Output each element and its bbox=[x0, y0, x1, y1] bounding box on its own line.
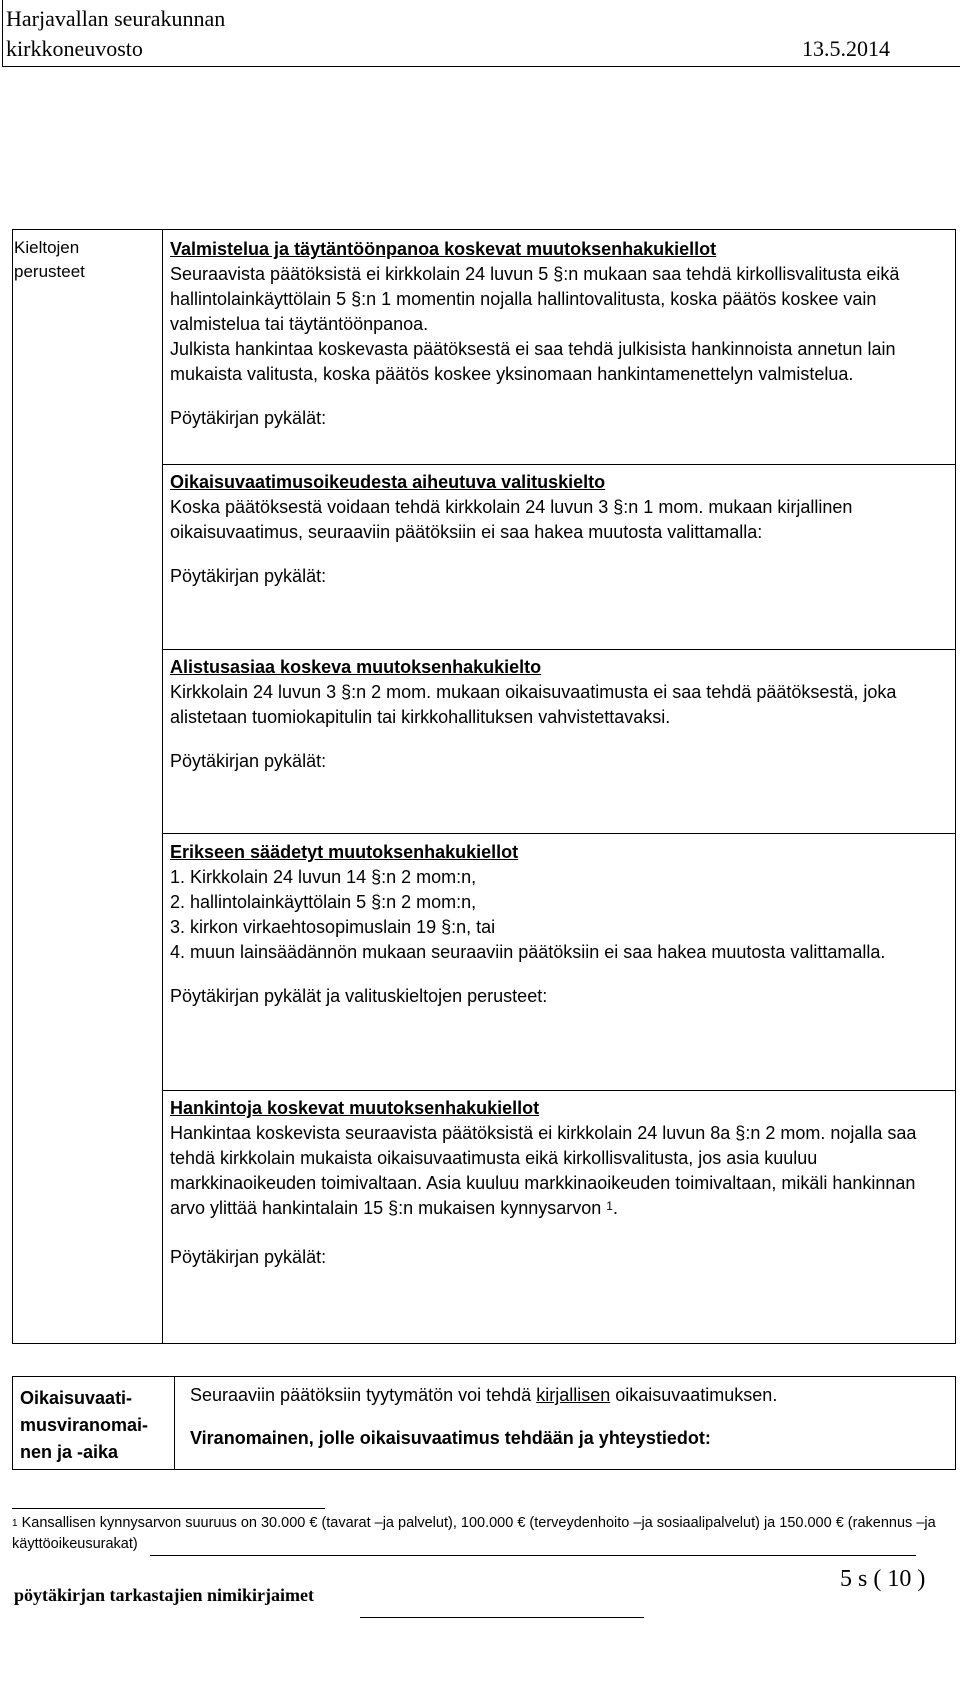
org-body bbox=[6, 36, 890, 62]
list-item: 1. Kirkkolain 24 luvun 14 §:n 2 mom:n, bbox=[170, 867, 477, 887]
appeal-authority-label: Oikaisuvaati- musviranomai- nen ja -aika bbox=[20, 1388, 149, 1462]
meeting-date: 13.5.2014 bbox=[802, 36, 890, 61]
row-divider bbox=[162, 649, 956, 650]
block-submission-pykalat: Pöytäkirjan pykälät: bbox=[170, 751, 327, 771]
appeal-instruction: Seuraaviin päätöksiin tyytymätön voi tehdä kirjallisen oikaisuvaatimuksen. bbox=[190, 1385, 778, 1405]
footnote-ref: 1 bbox=[606, 1199, 613, 1213]
block-preparation-text: Seuraavista päätöksistä ei kirkkolain 24 luvun 5 §:n mukaan saa tehdä kirkollisvalitusta eikä hallintolainkäyttölain 5 §:n 1 momentin nojalla hallintovalitusta, koska päätös koskee vain valmistelua tai täytäntöönpanoa. bbox=[170, 264, 900, 334]
written-emphasis: kirjallisen bbox=[536, 1385, 611, 1405]
restrictions-label bbox=[14, 236, 134, 284]
block-procurement bbox=[170, 1096, 950, 1270]
restrictions-label-line2: perusteet bbox=[14, 262, 85, 281]
block-preparation-text2: Julkista hankintaa koskevasta päätöksestä ei saa tehdä julkisista hankinnoista annetun lain mukaista valitusta, koska päätös koskee yksinomaan hankintamenettelyn valmistelua. bbox=[170, 339, 896, 384]
block-procurement-text: Hankintaa koskevista seuraavista päätöksistä ei kirkkolain 24 luvun 8a §:n 2 mom. nojalla saa tehdä kirkkolain mukaista oikaisuvaatimusta eikä kirkollisvalitusta, jos asia kuuluu markkinaoikeuden toimivaltaan. Asia kuuluu markkinaoikeuden toimivaltaan, mikäli hankinnan arvo ylittää hankintalain 15 §:n mukaisen kynnysarvon $^1$. bbox=[170, 1123, 917, 1218]
appeal-authority-contact: Viranomainen, jolle oikaisuvaatimus tehdään ja yhteystiedot: bbox=[190, 1428, 711, 1448]
header-rule bbox=[2, 66, 960, 67]
signatures-label: pöytäkirjan tarkastajien nimikirjaimet bbox=[14, 1585, 314, 1605]
restrictions-label-line1: Kieltojen bbox=[14, 238, 80, 257]
block-separate bbox=[170, 840, 950, 1009]
list-item: 3. kirkon virkaehtosopimuslain 19 §:n, tai bbox=[170, 917, 496, 937]
block-preparation bbox=[170, 237, 950, 431]
footnote-separator bbox=[12, 1508, 325, 1509]
block-submission-heading: Alistusasiaa koskeva muutoksenhakukielto bbox=[170, 657, 542, 677]
footer-rule bbox=[150, 1555, 916, 1556]
block-preparation-heading: Valmistelua ja täytäntöönpanoa koskevat muutoksenhakukiellot bbox=[170, 239, 717, 259]
list-item: 2. hallintolainkäyttölain 5 §:n 2 mom:n, bbox=[170, 892, 477, 912]
signature-line bbox=[360, 1617, 644, 1618]
footnote: $^1$ Kansallisen kynnysarvon suuruus on 30.000 € (tavarat –ja palvelut), 100.000 € (terveydenhoito –ja sosiaalipalvelut) ja 150.000 € (rakennus –ja käyttöoikeusurakat) bbox=[12, 1515, 936, 1552]
header-left-rule bbox=[2, 0, 3, 67]
block-submission-text: Kirkkolain 24 luvun 3 §:n 2 mom. mukaan oikaisuvaatimusta ei saa tehdä päätöksestä, joka alistetaan tuomiokapitulin tai kirkkohallituksen vahvistettavaksi. bbox=[170, 682, 897, 727]
block-procurement-pykalat: Pöytäkirjan pykälät: bbox=[170, 1247, 327, 1267]
org-name: Harjavallan seurakunnan bbox=[6, 6, 226, 31]
block-rectification bbox=[170, 470, 950, 589]
page-number: 5 s ( 10 ) bbox=[840, 1566, 926, 1592]
block-preparation-pykalat: Pöytäkirjan pykälät: bbox=[170, 408, 327, 428]
block-separate-heading: Erikseen säädetyt muutoksenhakukiellot bbox=[170, 842, 519, 862]
block-rectification-heading: Oikaisuvaatimusoikeudesta aiheutuva valituskielto bbox=[170, 472, 606, 492]
row-divider bbox=[162, 833, 956, 834]
list-item: 4. muun lainsäädännön mukaan seuraaviin päätöksiin ei saa hakea muutosta valittamalla. bbox=[170, 942, 886, 962]
row-divider bbox=[162, 1090, 956, 1091]
block-rectification-text: Koska päätöksestä voidaan tehdä kirkkolain 24 luvun 3 §:n 1 mom. mukaan kirjallinen oikaisuvaatimus, seuraaviin päätöksiin ei saa hakea muutosta valittamalla: bbox=[170, 497, 853, 542]
org-body-name: kirkkoneuvosto bbox=[6, 36, 143, 61]
restriction-list bbox=[170, 865, 950, 965]
block-procurement-heading: Hankintoja koskevat muutoksenhakukiellot bbox=[170, 1098, 540, 1118]
row-divider bbox=[162, 464, 956, 465]
appeal-table-divider bbox=[174, 1376, 175, 1470]
block-submission bbox=[170, 655, 950, 774]
block-rectification-pykalat: Pöytäkirjan pykälät: bbox=[170, 566, 327, 586]
block-separate-pykalat: Pöytäkirjan pykälät ja valituskieltojen perusteet: bbox=[170, 986, 548, 1006]
